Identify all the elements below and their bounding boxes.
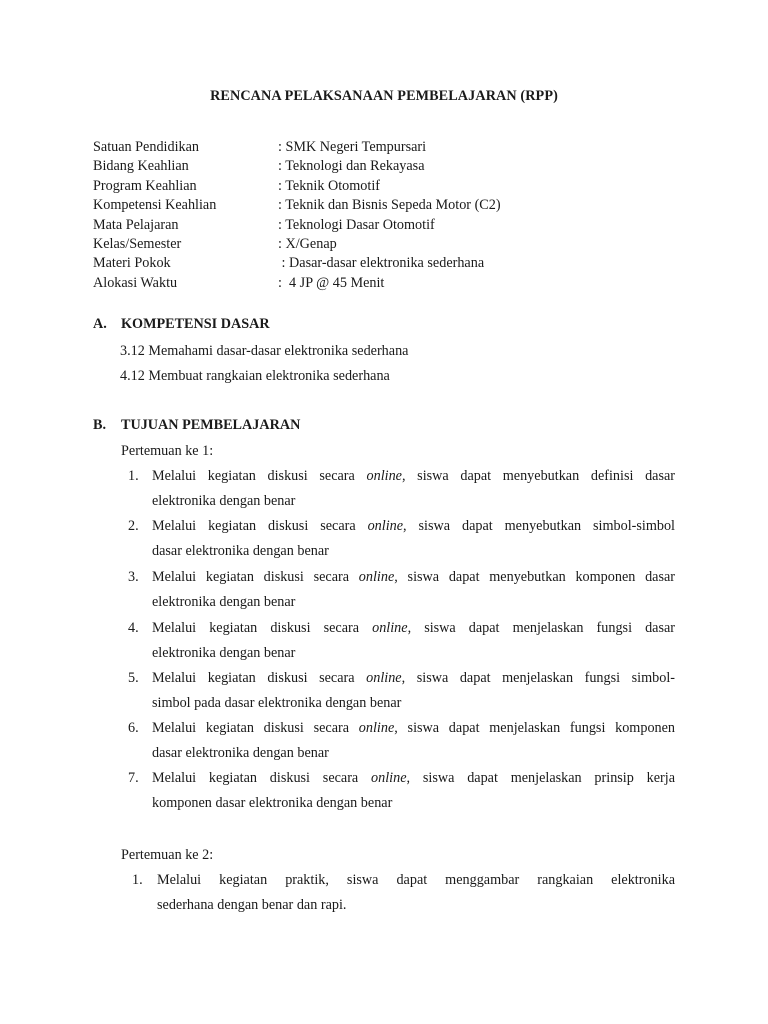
item-number: 6.: [128, 720, 139, 736]
section-a-heading: [93, 316, 270, 333]
identity-table: [93, 138, 501, 293]
item-line-2: sederhana dengan benar dan rapi.: [157, 897, 347, 913]
identity-value: : Teknik Otomotif: [278, 177, 380, 194]
section-letter: B.: [93, 417, 107, 433]
identity-label: Materi Pokok: [93, 255, 171, 272]
identity-row: [93, 216, 501, 235]
item-number: 5.: [128, 670, 139, 686]
section-b-heading: [93, 417, 300, 434]
item-line-1: Melalui kegiatan diskusi secara online, siswa dapat menjelaskan fungsi dasar: [152, 620, 676, 636]
meeting-2-label: Pertemuan ke 2:: [121, 847, 214, 863]
item-line-2: elektronika dengan benar: [152, 493, 296, 509]
item-line-2: elektronika dengan benar: [152, 594, 296, 610]
identity-label: Kompetensi Keahlian: [93, 197, 217, 214]
identity-label: Bidang Keahlian: [93, 158, 189, 175]
item-line-1: Melalui kegiatan praktik, siswa dapat menggambar rangkaian elektronika: [157, 872, 675, 888]
document-title: RENCANA PELAKSANAAN PEMBELAJARAN (RPP): [210, 88, 558, 104]
kd-item: 3.12 Memahami dasar-dasar elektronika sederhana: [120, 343, 409, 359]
identity-value: : Teknik dan Bisnis Sepeda Motor (C2): [278, 197, 501, 214]
item-number: 4.: [128, 620, 139, 636]
identity-value: : 4 JP @ 45 Menit: [278, 274, 385, 291]
item-line-1: Melalui kegiatan diskusi secara online, siswa dapat menyebutkan definisi dasar: [152, 468, 676, 484]
identity-row: [93, 235, 501, 254]
identity-row: [93, 138, 501, 157]
identity-label: Alokasi Waktu: [93, 274, 178, 291]
item-line-1: Melalui kegiatan diskusi secara online, siswa dapat menyebutkan simbol-simbol: [152, 518, 675, 534]
item-line-2: elektronika dengan benar: [152, 645, 296, 661]
identity-label: Kelas/Semester: [93, 235, 182, 252]
item-number: 1.: [128, 468, 139, 484]
item-line-2: simbol pada dasar elektronika dengan benar: [152, 695, 402, 711]
section-letter: A.: [93, 316, 107, 332]
identity-value: : Dasar-dasar elektronika sederhana: [278, 255, 485, 272]
meeting-1-label: Pertemuan ke 1:: [121, 443, 214, 459]
item-number: 3.: [128, 569, 139, 585]
item-line-2: komponen dasar elektronika dengan benar: [152, 795, 393, 811]
identity-row: [93, 274, 501, 293]
kd-item: 4.12 Membuat rangkaian elektronika sederhana: [120, 368, 390, 384]
identity-value: : X/Genap: [278, 235, 337, 252]
identity-value: : SMK Negeri Tempursari: [278, 139, 427, 155]
identity-value: : Teknologi dan Rekayasa: [278, 158, 425, 175]
section-title: KOMPETENSI DASAR: [121, 316, 270, 332]
identity-label: Satuan Pendidikan: [93, 139, 199, 155]
item-line-1: Melalui kegiatan diskusi secara online, siswa dapat menyebutkan komponen dasar: [152, 569, 676, 585]
item-number: 7.: [128, 770, 139, 786]
item-line-1: Melalui kegiatan diskusi secara online, siswa dapat menjelaskan fungsi komponen: [152, 720, 676, 736]
item-line-1: Melalui kegiatan diskusi secara online, siswa dapat menjelaskan fungsi simbol-: [152, 670, 676, 686]
item-line-1: Melalui kegiatan diskusi secara online, siswa dapat menjelaskan prinsip kerja: [152, 770, 675, 786]
identity-value: : Teknologi Dasar Otomotif: [278, 216, 435, 233]
identity-label: Mata Pelajaran: [93, 216, 179, 233]
identity-label: Program Keahlian: [93, 177, 197, 194]
item-line-2: dasar elektronika dengan benar: [152, 745, 329, 761]
item-number: 2.: [128, 518, 139, 534]
item-line-2: dasar elektronika dengan benar: [152, 543, 329, 559]
identity-row: [93, 177, 501, 196]
item-number: 1.: [132, 872, 143, 888]
identity-row: [93, 157, 501, 176]
section-title: TUJUAN PEMBELAJARAN: [121, 417, 301, 433]
identity-row: [93, 254, 501, 273]
identity-row: [93, 196, 501, 215]
